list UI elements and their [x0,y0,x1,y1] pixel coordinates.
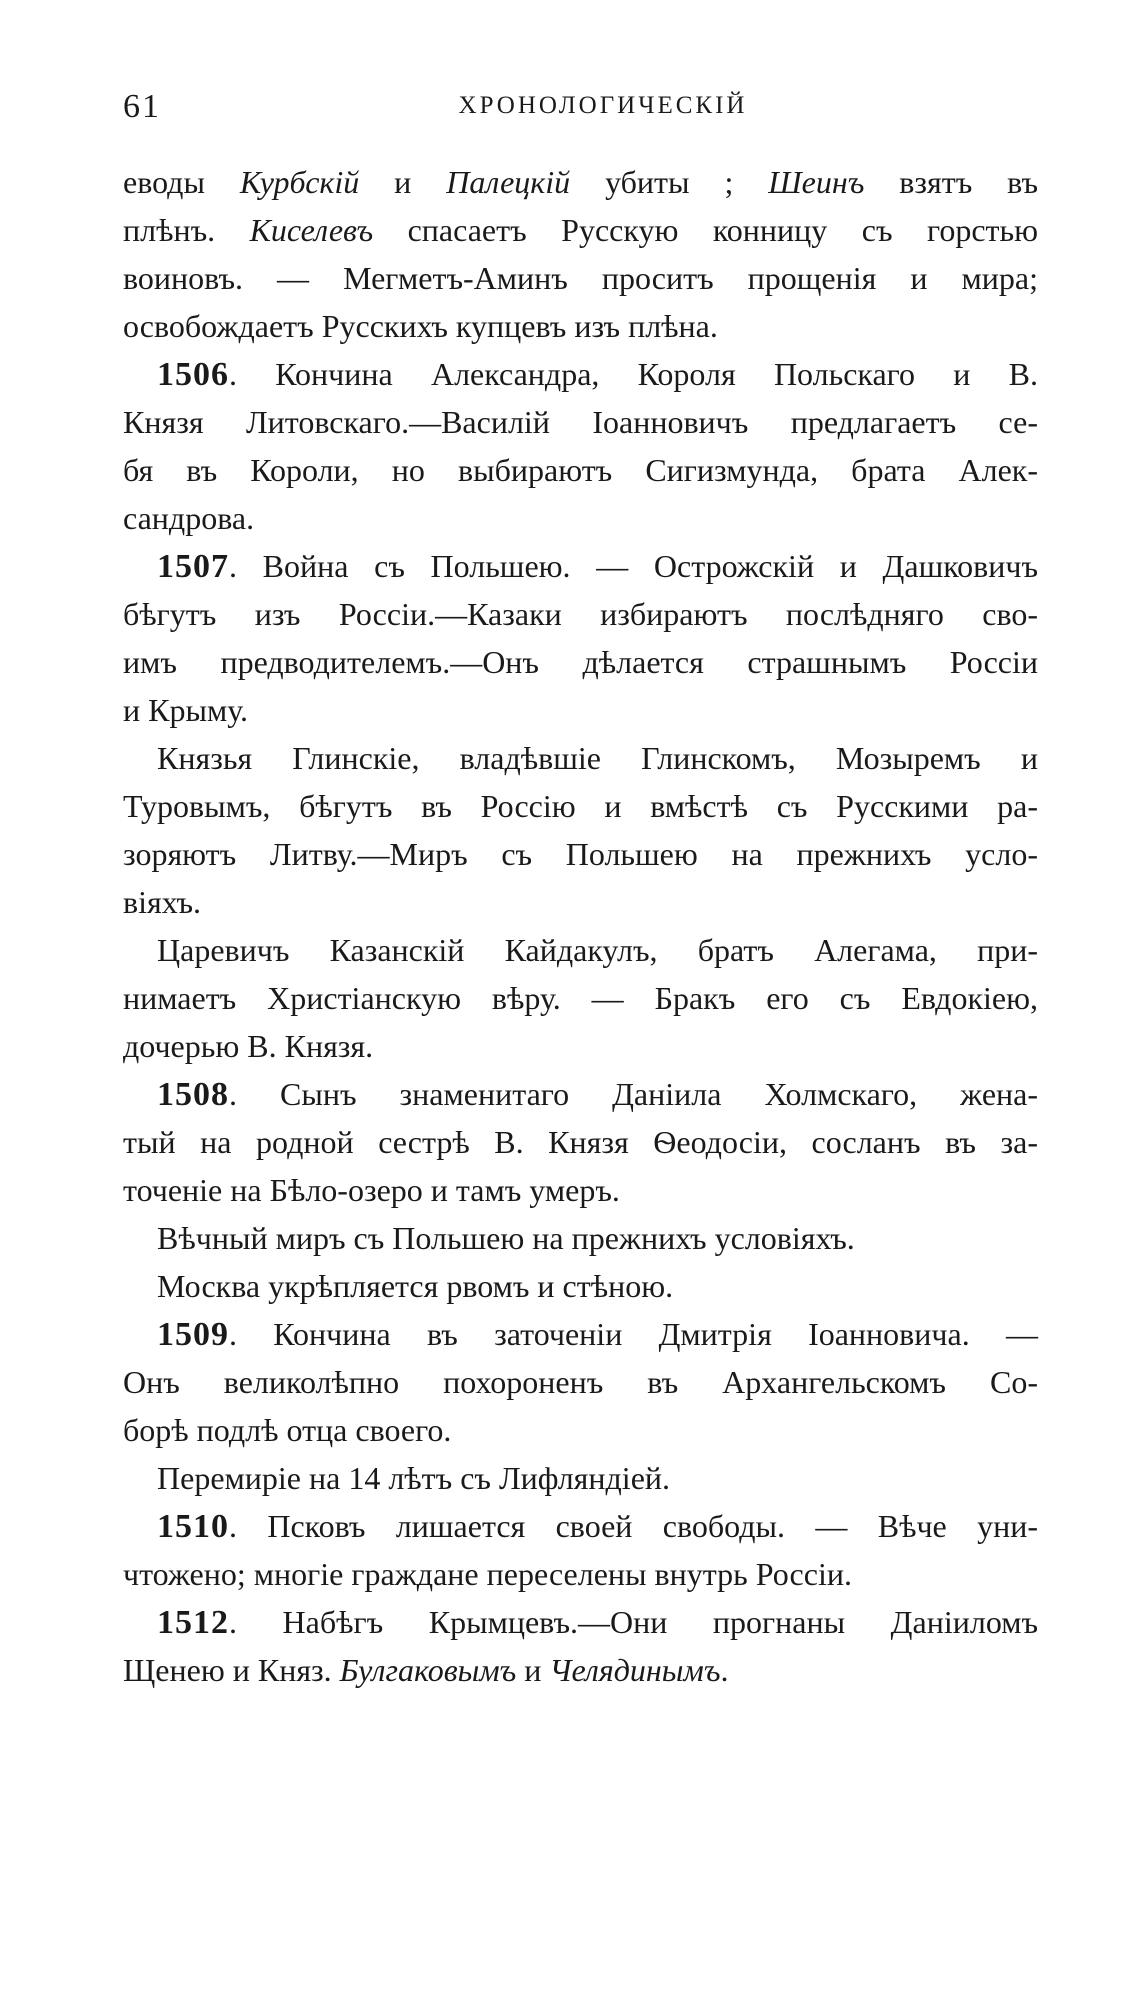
italic-name: Курбскій [239,164,360,200]
text-line [123,1454,1038,1502]
text-run: и [516,1652,550,1688]
text-run: . Сынъ знаменитаго Даніила Холмскаго, жена- [229,1076,1038,1112]
text-line [123,1070,1038,1118]
text-run: нимаетъ Христіанскую вѣру. — Бракъ его съ Евдокіею, [123,980,1038,1016]
text-run: . Псковъ лишается своей свободы. — Вѣче уни- [229,1508,1038,1544]
text-line [123,446,1038,494]
text-run: віяхъ. [123,884,202,920]
text-run: тый на родной сестрѣ В. Князя Ѳеодосіи, сосланъ въ за- [123,1124,1038,1160]
text-line [123,542,1038,590]
text-run: . [720,1652,729,1688]
text-line [123,878,1038,926]
text-run: имъ предводителемъ.—Онъ дѣлается страшнымъ Россіи [123,644,1038,680]
text-run: Перемиріе на 14 лѣтъ съ Лифляндіей. [157,1460,671,1496]
text-line [123,1646,1038,1694]
text-line [123,590,1038,638]
year-heading: 1506 [157,356,229,393]
text-run: еводы [123,164,240,200]
text-line [123,206,1038,254]
text-run: Онъ великолѣпно похороненъ въ Архангельскомъ Со- [123,1364,1038,1400]
italic-name: Челядинымъ [549,1652,721,1688]
text-line [123,686,1038,734]
text-line [123,1358,1038,1406]
text-run: освобождаетъ Русскихъ купцевъ изъ плѣна. [123,308,718,344]
text-run: Москва укрѣпляется рвомъ и стѣною. [157,1268,674,1304]
running-head: ХРОНОЛОГИЧЕСКІЙ [458,92,748,119]
text-line [123,1310,1038,1358]
text-line [123,1550,1038,1598]
text-line [123,734,1038,782]
text-run: и Крыму. [123,692,249,728]
text-line [123,1166,1038,1214]
text-line [123,782,1038,830]
text-line [123,974,1038,1022]
text-line [123,302,1038,350]
text-line [123,1118,1038,1166]
text-run: . Кончина Александра, Короля Польскаго и В. [229,356,1038,392]
text-run: воиновъ. — Мегметъ-Аминъ проситъ прощенія и мира; [123,260,1038,296]
text-line [123,926,1038,974]
text-run: Щенею и Княз. [123,1652,340,1688]
text-line [123,1022,1038,1070]
text-line [123,350,1038,398]
text-run: и [359,164,447,200]
chronology-text [123,158,1038,1694]
text-line [123,1262,1038,1310]
text-run: . Война съ Польшею. — Острожскій и Дашковичъ [229,548,1038,584]
italic-name: Палецкій [446,164,571,200]
text-run: чтожено; многіе граждане переселены внутрь Россіи. [123,1556,852,1592]
text-run: . Набѣгъ Крымцевъ.—Они прогнаны Даніиломъ [229,1604,1038,1640]
page-number: 61 [123,88,161,125]
text-line [123,158,1038,206]
text-run: сандрова. [123,500,255,536]
year-heading: 1507 [157,548,229,585]
year-heading: 1508 [157,1076,229,1113]
text-run: плѣнъ. [123,212,250,248]
text-run: Вѣчный миръ съ Польшею на прежнихъ условіяхъ. [157,1220,855,1256]
italic-name: Шеинъ [768,164,865,200]
page-header [123,88,1043,128]
text-line [123,830,1038,878]
text-run: Туровымъ, бѣгутъ въ Россію и вмѣстѣ съ Русскими ра- [123,788,1038,824]
text-line [123,254,1038,302]
text-run: зоряютъ Литву.—Миръ съ Польшею на прежнихъ усло- [123,836,1038,872]
italic-name: Булгаковымъ [339,1652,517,1688]
text-run: точеніе на Бѣло-озеро и тамъ умеръ. [123,1172,620,1208]
text-line [123,638,1038,686]
text-line [123,1598,1038,1646]
text-run: взятъ въ [864,164,1039,200]
text-line [123,1502,1038,1550]
year-heading: 1512 [157,1604,229,1641]
text-run: бя въ Короли, но выбираютъ Сигизмунда, брата Алек- [123,452,1038,488]
italic-name: Киселевъ [249,212,374,248]
year-heading: 1509 [157,1316,229,1353]
text-run: спасаетъ Русскую конницу съ горстью [373,212,1039,248]
text-run: борѣ подлѣ отца своего. [123,1412,452,1448]
text-line [123,398,1038,446]
text-line [123,1406,1038,1454]
text-run: бѣгутъ изъ Россіи.—Казаки избираютъ послѣдняго сво- [123,596,1038,632]
text-line [123,1214,1038,1262]
text-run: Князья Глинскіе, владѣвшіе Глинскомъ, Мозыремъ и [157,740,1038,776]
text-line [123,494,1038,542]
text-run: . Кончина въ заточеніи Дмитрія Іоанновича. — [229,1316,1038,1352]
text-run: Князя Литовскаго.—Василій Іоанновичъ предлагаетъ се- [123,404,1038,440]
text-run: Царевичъ Казанскій Кайдакулъ, братъ Алегама, при- [157,932,1038,968]
text-run: убиты ; [570,164,769,200]
text-run: дочерью В. Князя. [123,1028,374,1064]
year-heading: 1510 [157,1508,229,1545]
